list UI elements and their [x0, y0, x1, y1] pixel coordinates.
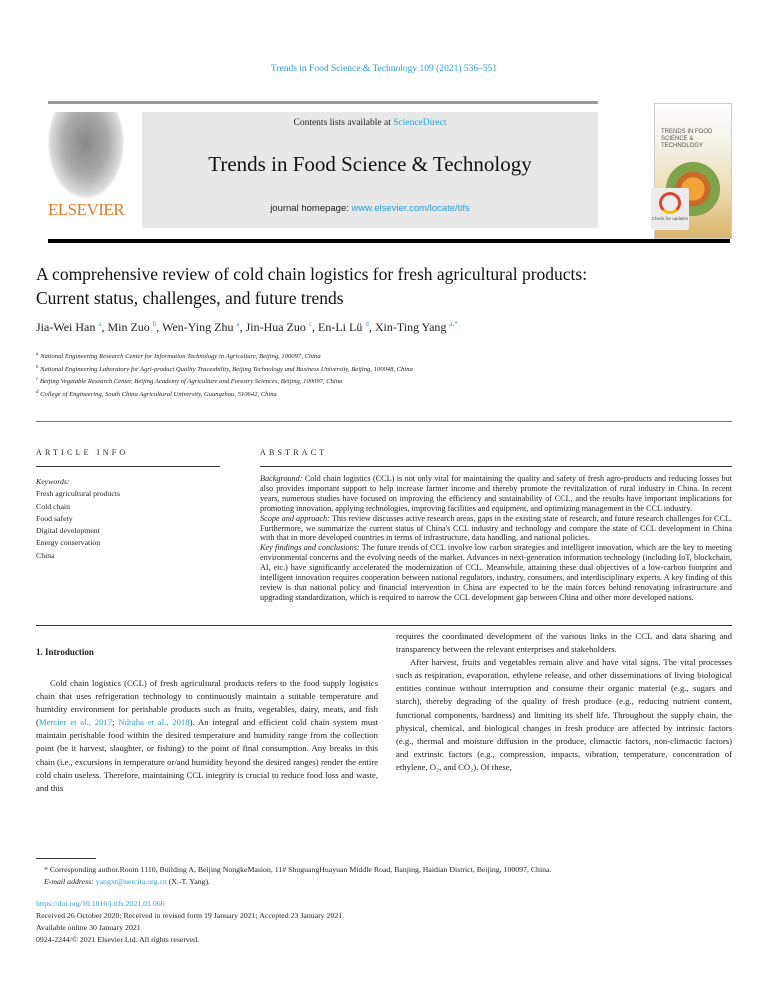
author-name: Xin-Ting Yang	[374, 320, 447, 334]
abstract-findings	[260, 543, 732, 602]
doi-link[interactable]: https://doi.org/10.1016/j.tifs.2021.01.066	[36, 899, 165, 908]
abstract-section-label: Scope and approach:	[260, 513, 330, 523]
author-name: Wen-Ying Zhu	[162, 320, 234, 334]
homepage-line	[142, 203, 598, 214]
affiliation-key: b	[36, 364, 39, 370]
homepage-prefix: journal homepage:	[270, 203, 352, 214]
paragraph-text: Cold chain logistics (CCL) of fresh agricultural products refers to the food supply logistics chain that uses refrigeration technology to continuously maintain a suitable temperature and humidity environment for perishable products such as fruits, vegetables, dairy, meats, and fish (	[36, 678, 378, 728]
affiliation	[36, 363, 413, 376]
author-list: Jia-Wei Han $^a$, Min Zuo $^b$, Wen-Ying Zhu $^a$, Jin-Hua Zuo $^c$, En-Li Lü $^d$, Xin-Ting Yang $^{a,*}$	[36, 320, 458, 334]
keyword: Digital development	[36, 526, 100, 536]
footnote	[36, 864, 732, 887]
homepage-link[interactable]: www.elsevier.com/locate/tifs	[351, 203, 470, 214]
keyword: Food safety	[36, 513, 73, 523]
footnote-text: Corresponding author.Room 1110, Building A, Beijing NongkeMasion, 11# ShuguangHuayuan Middle Road, Banjing, Haidian District, Beijing, 100097, China.	[47, 865, 552, 874]
abstract-heading: ABSTRACT	[260, 448, 328, 457]
author[interactable]	[36, 320, 101, 334]
author-name: Jia-Wei Han	[36, 320, 96, 334]
affiliation-key: d	[36, 390, 39, 396]
corresponding-author-note	[36, 864, 732, 876]
footnote-marker: *	[44, 865, 48, 874]
affiliation-marker[interactable]: d	[365, 320, 369, 328]
affiliation-marker[interactable]: b	[152, 320, 157, 328]
email-link[interactable]: yangxt@nercita.org.cn	[95, 876, 167, 886]
affiliation	[36, 375, 413, 388]
journal-title: Trends in Food Science & Technology	[208, 152, 532, 176]
abstract-background	[260, 474, 732, 514]
header-divider	[48, 101, 598, 104]
abstract-section-label: Key findings and conclusions:	[260, 543, 360, 553]
abstract-scope	[260, 514, 732, 544]
author[interactable]	[162, 320, 239, 334]
check-updates-label: Check for updates	[651, 216, 689, 221]
article-info-heading: ARTICLE INFO	[36, 448, 129, 457]
publication-info	[36, 898, 342, 946]
affiliation-marker[interactable]: a,*	[449, 320, 458, 328]
copyright: 0924-2244/© 2021 Elsevier Ltd. All rights reserved.	[36, 935, 200, 944]
abstract-body	[260, 474, 732, 603]
affiliations	[36, 350, 413, 401]
section-divider	[36, 421, 732, 422]
contents-prefix: Contents lists available at	[293, 118, 394, 128]
keywords-label: Keywords:	[36, 477, 70, 486]
abstract-rule	[260, 466, 732, 467]
paragraph: After harvest, fruits and vegetables remain alive and have vital signs. The vital processes such as respiration, evaporation, ethylene release, and other disseminations of living biological entities continue without interruption and consume their organic material (e.g., sugars and starch), thereby degrading of the quality of fresh produce (e.g., reducing nutrient content, functional components, hardness) and limiting its shelf life. Throughout the supply chain, the physical, chemical, and biological changes in fresh produce are affected by intrinsic factors (e.g., thermal and moisture diffusion in the produce, climactic factors, non-climactic factors) and extrinsic factors (e.g., compression, impacts, vibration, temperature, concentration of ethylene, O₂, and CO₂). Of these,	[396, 657, 732, 772]
footnote-rule	[36, 858, 96, 859]
abstract-bottom-rule	[36, 625, 732, 626]
right-column	[396, 630, 732, 774]
affiliation-marker[interactable]: a	[98, 320, 102, 328]
tree-emblem-icon	[47, 112, 125, 200]
article-info-rule	[36, 466, 220, 467]
paragraph-text: ). An integral and efficient cold chain system must maintain perishable food within the desired temperature and humidity range from the collection point (be it harvest, slaughter, or fishing) to the point of final consumption. Any breaks in this chain (i.e., excursions in temperature or/and humidity beyond the desired ranges) render the entire cold chain useless. Therefore, maintaining CCL integrity is crucial to reduce food loss and waste, and this	[36, 717, 379, 793]
keyword: Energy conservation	[36, 538, 101, 548]
article-title: A comprehensive review of cold chain logistics for fresh agricultural products: Current status, challenges, and future trends	[36, 264, 588, 308]
affiliation-text: National Engineering Laboratory for Agri-product Quality Traceability, Beijing Technology and Business University, Beijing, 100048, China	[40, 365, 413, 373]
received-dates: Received 26 October 2020; Received in revised form 19 January 2021; Accepted 23 January 2021	[36, 911, 343, 920]
available-online: Available online 30 January 2021	[36, 923, 141, 932]
citation-link[interactable]: Ndraha et al., 2018	[118, 717, 190, 728]
abstract-section-text: This review discusses active research areas, gaps in the existing state of research, and future research challenges for CCL. Furthermore, we summarize the current status of China's CCL industry and technology and compare the state of CCL development in China with that in more developed countries in terms of infrastructure, data handling, and national policies.	[260, 513, 732, 543]
intro-paragraph	[36, 677, 378, 795]
email-suffix: (X.-T. Yang).	[166, 876, 210, 886]
check-for-updates-button[interactable]	[651, 188, 689, 230]
affiliation	[36, 350, 413, 363]
affiliation-text: Beijing Vegetable Research Center, Beijing Academy of Agriculture and Forestry Sciences, Beijing, 100097, China	[39, 378, 343, 386]
crossmark-icon	[659, 192, 681, 214]
affiliation-text: National Engineering Research Center for Information Technology in Agriculture, Beijing, 100097, China	[40, 353, 321, 361]
author[interactable]	[246, 320, 312, 334]
contents-line	[142, 118, 598, 128]
affiliation-key: c	[36, 377, 39, 383]
elsevier-logo	[46, 112, 126, 228]
keyword: China	[36, 550, 55, 560]
keywords	[36, 476, 120, 562]
abstract-section-label: Background:	[260, 474, 303, 483]
author[interactable]	[375, 320, 458, 334]
affiliation-text: College of Engineering, South China Agricultural University, Guangzhou, 510642, China	[40, 391, 277, 399]
author-name: Jin-Hua Zuo	[245, 320, 306, 334]
citation-link[interactable]: Mercier et al., 2017	[38, 717, 113, 728]
abstract-section-text: The future trends of CCL involve low carbon strategies and intelligent innovation, which are the key to meeting environmental concerns and the evolving needs of the market. Advances in next-generation information technology (including IoT, blockchain, AI, etc.) have significantly accelerated the modernization of CCL. Meanwhile, attaining these dual objectives of a low-carbon footprint and intelligent innovation requires cooperation between national regulators, industry, consumers, and interdisciplinary experts. A key finding of this review is that national policy and financial intervention in China are expected to be the main forces behind renovating infrastructure and upgrading standardization, which is required to narrow the CCL development gap between China and other more developed nations.	[260, 543, 732, 602]
author[interactable]	[107, 320, 156, 334]
introduction-heading: 1. Introduction	[36, 647, 94, 657]
publisher-logo-text: ELSEVIER	[47, 200, 125, 219]
citation-separator: ;	[112, 717, 119, 728]
author-name: En-Li Lü	[318, 320, 363, 334]
keyword: Fresh agricultural products	[36, 489, 121, 499]
affiliation-key: a	[36, 352, 39, 357]
email-label: E-mail address:	[44, 876, 94, 886]
journal-citation-link[interactable]: Trends in Food Science & Technology 109 (2021) 536–551	[270, 64, 498, 74]
paragraph: requires the coordinated development of the various links in the CCL and data sharing and transparency between the relevant enterprises and stakeholders.	[396, 631, 732, 655]
journal-banner	[142, 112, 598, 228]
affiliation-marker[interactable]: a	[236, 320, 240, 328]
author-name: Min Zuo	[107, 320, 150, 334]
abstract-section-text: Cold chain logistics (CCL) is not only vital for maintaining the quality and safety of fresh agro-products and reducing losses but also provides important support to help increase farmer income and thereby promote the revitalization of rural industry in China. In recent years, numerous studies have focused on improving the efficiency and sustainability of CCL, and the results have important implications for promoting innovation, applying technologies, improving facilities and equipment, and optimizing management in the CCL industry.	[260, 474, 732, 513]
email-line	[36, 876, 732, 888]
affiliation	[36, 388, 413, 401]
author[interactable]	[318, 320, 369, 334]
affiliation-marker[interactable]: c	[308, 320, 312, 328]
header-bottom-rule	[48, 239, 730, 243]
keyword: Cold chain	[36, 501, 70, 511]
cover-title: TRENDS IN FOOD SCIENCE & TECHNOLOGY	[661, 129, 713, 149]
sciencedirect-link[interactable]: ScienceDirect	[393, 118, 447, 128]
